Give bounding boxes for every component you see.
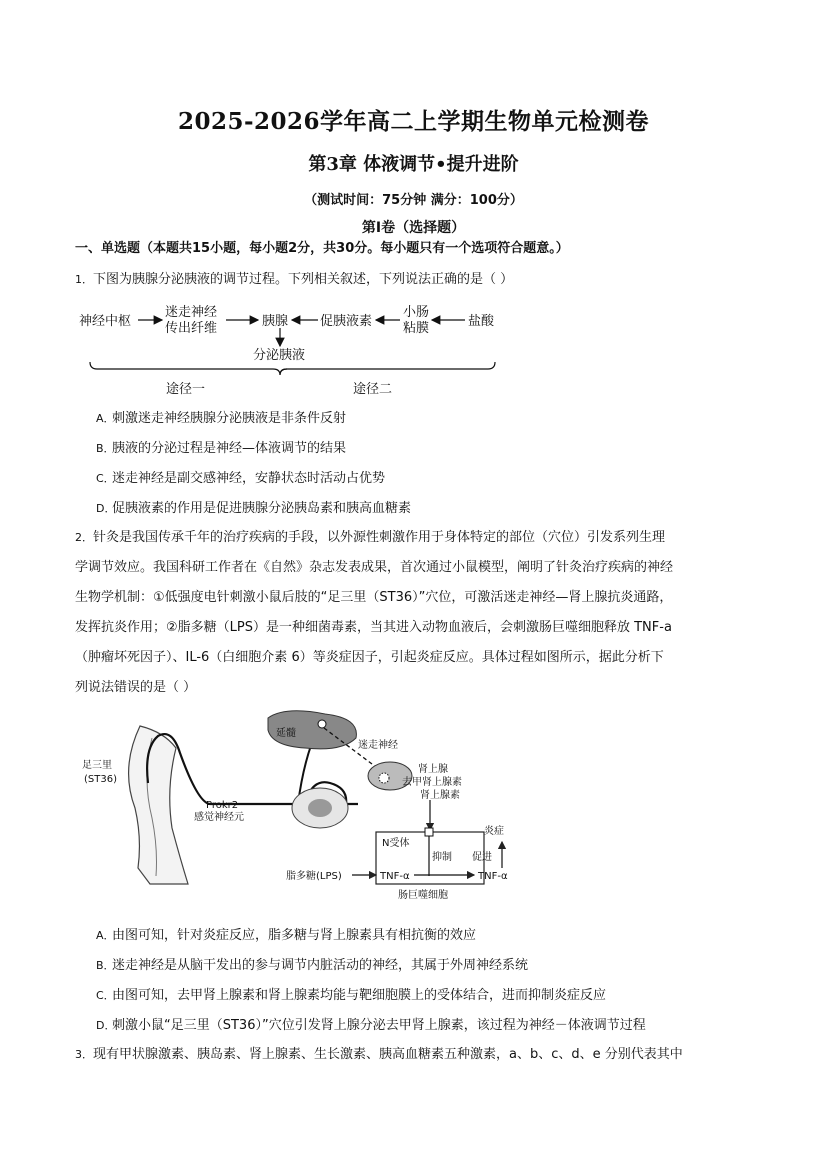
label-prokr2: Prokr2: [206, 800, 239, 811]
spinal-gray-matter: [308, 799, 332, 817]
n-receptor-square: [425, 828, 433, 836]
label-norepinephrine: 去甲肾上腺素: [402, 777, 462, 788]
question-2-line-3: 生物学机制：①低强度电针刺激小鼠后肢的“足三里（ST36）”穴位，可激活迷走神经—肾上腺抗炎通路，: [75, 590, 673, 605]
q1-node-acid: 盐酸: [468, 314, 495, 329]
part-heading: 第Ⅰ卷（选择题）: [361, 220, 466, 236]
q1-node-output: 分泌胰液: [253, 348, 306, 363]
section-heading: [75, 237, 569, 256]
q2-option-d[interactable]: D．刺激小鼠“足三里（ST36）”穴位引发肾上腺分泌去甲肾上腺素，该过程为神经－体液调节过程: [96, 1018, 646, 1033]
q1-node-vagus-1: 迷走神经: [165, 305, 218, 320]
q2-option-a[interactable]: A．由图可知，针对炎症反应，脂多糖与肾上腺素具有相抗衡的效应: [96, 928, 477, 943]
label-acupoint-2: (ST36): [84, 774, 117, 785]
q1-node-vagus-2: 传出纤维: [165, 321, 218, 336]
label-inhibit: 抑制: [432, 852, 452, 863]
question-2-line-5: （肿瘤坏死因子）、IL-6（白细胞介素 6）等炎症因子，引起炎症反应。具体过程如图所示，据此分析下: [75, 650, 664, 665]
label-macrophage: 肠巨噬细胞: [398, 890, 448, 901]
q1-brace-path-1: [90, 362, 287, 375]
q1-node-pancreas: 胰腺: [262, 314, 289, 329]
question-3-stem: [75, 1043, 683, 1062]
medulla-neuron: [318, 720, 326, 728]
label-acupoint-1: 足三里: [82, 760, 112, 771]
label-vagus: 迷走神经: [358, 740, 398, 751]
q1-option-c[interactable]: C．迷走神经是副交感神经，安静状态时活动占优势: [96, 471, 386, 486]
q1-path-1-label: 途径一: [166, 382, 206, 397]
label-epinephrine: 肾上腺素: [420, 790, 460, 801]
q1-node-intestine-2: 粘膜: [403, 321, 430, 336]
question-3-text: 现有甲状腺激素、胰岛素、肾上腺素、生长激素、胰高血糖素五种激素，a、b、c、d、e 分别代表其中: [93, 1047, 683, 1062]
question-2-number: 2．: [75, 531, 93, 544]
label-tnf-in: TNF-α: [380, 871, 410, 882]
question-2-line-4: 发挥抗炎作用；②脂多糖（LPS）是一种细菌毒素，当其进入动物血液后，会刺激肠巨噬细胞释放 TNF-a: [75, 620, 672, 635]
label-lps: 脂多糖(LPS): [286, 871, 342, 882]
label-medulla: 延髓: [276, 728, 296, 739]
q1-diagram: [70, 295, 520, 405]
label-tnf-out: TNF-α: [478, 871, 508, 882]
chapter-subtitle: 第3章 体液调节•提升进阶: [308, 154, 519, 175]
q1-path-2-label: 途径二: [353, 382, 393, 397]
test-time-info: （测试时间：75分钟 满分：100分）: [304, 193, 523, 208]
q1-node-secretin: 促胰液素: [320, 314, 373, 329]
q1-brace-path-2: [280, 362, 495, 375]
question-2-line-1: 2．针灸是我国传承千年的治疗疾病的手段，以外源性刺激作用于身体特定的部位（穴位）引发系列生理: [75, 530, 666, 545]
q1-option-a[interactable]: A．刺激迷走神经胰腺分泌胰液是非条件反射: [96, 411, 347, 426]
q1-option-d[interactable]: D．促胰液素的作用是促进胰腺分泌胰岛素和胰高血糖素: [96, 501, 412, 516]
label-promote: 促进: [472, 852, 492, 863]
section-name: 一、单选题: [75, 241, 141, 256]
q1-option-b[interactable]: B．胰液的分泌过程是神经—体液调节的结果: [96, 441, 347, 456]
label-adrenal: 肾上腺: [418, 764, 448, 775]
exam-title: 2025-2026学年高二上学期生物单元检测卷: [177, 108, 650, 135]
q2-figure: [80, 708, 540, 908]
question-2-line-6: 列说法错误的是（ ）: [75, 680, 197, 695]
question-1-stem: [75, 268, 513, 287]
question-3-number: 3．: [75, 1048, 93, 1061]
question-1-text: 下图为胰腺分泌胰液的调节过程。下列相关叙述，下列说法正确的是（ ）: [93, 272, 514, 287]
label-n-receptor: N受体: [382, 838, 410, 849]
q1-node-center: 神经中枢: [79, 314, 132, 329]
label-inflammation: 炎症: [484, 826, 504, 837]
q2-option-c[interactable]: C．由图可知，去甲肾上腺素和肾上腺素均能与靶细胞膜上的受体结合，进而抑制炎症反应: [96, 988, 607, 1003]
question-1-number: 1．: [75, 273, 93, 286]
adrenal-secretion-dots: [379, 773, 389, 783]
question-2-line-2: 学调节效应。我国科研工作者在《自然》杂志发表成果，首次通过小鼠模型，阐明了针灸治疗疾病的神经: [75, 560, 674, 575]
section-description: （本题共15小题，每小题2分，共30分。每小题只有一个选项符合题意。）: [140, 241, 569, 256]
label-sensory-neuron: 感觉神经元: [194, 812, 244, 823]
q1-node-intestine-1: 小肠: [403, 305, 430, 320]
q2-option-b[interactable]: B．迷走神经是从脑干发出的参与调节内脏活动的神经，其属于外周神经系统: [96, 958, 529, 973]
